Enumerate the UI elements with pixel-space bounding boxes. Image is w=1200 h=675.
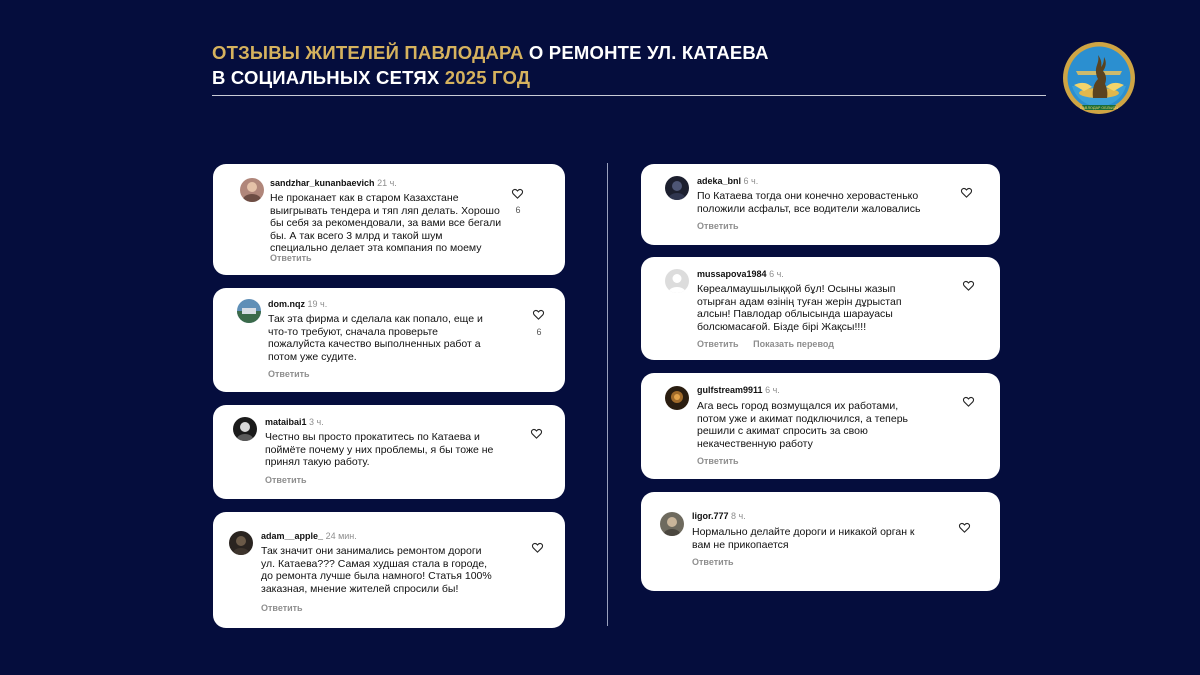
comment-text (692, 526, 915, 551)
comment-text-line: ул. Катаева??? Самая худшая стала в городе, (261, 557, 488, 570)
comment-text-line: Честно вы просто прокатитесь по Катаева и (265, 431, 480, 443)
comment-text-line: алсын! Павлодар облысында шарауасы (697, 308, 893, 321)
heart-icon[interactable] (962, 395, 975, 408)
comment-text (268, 313, 483, 363)
comment-text-line: что-то требуют, сначала проверьте (268, 325, 439, 338)
heart-icon[interactable] (531, 541, 544, 554)
reply-button[interactable]: Ответить (697, 221, 739, 231)
avatar[interactable] (240, 178, 264, 202)
comment-meta (268, 298, 327, 310)
show-translation-button[interactable]: Показать перевод (753, 339, 834, 349)
comment-text-line: отырған адам өзінің туған жерін дұрыстап (697, 295, 902, 308)
comment-text-line: потом уже и акимат подключился, а теперь (697, 412, 909, 425)
title-gold-part-2: 2025 ГОД (444, 67, 531, 88)
comment-time: 21 ч. (377, 178, 397, 188)
reply-button[interactable]: Ответить (692, 557, 734, 567)
comment-card (641, 373, 1000, 479)
heart-icon[interactable] (511, 187, 524, 200)
title-underline-divider (212, 95, 1046, 96)
comment-text (270, 192, 501, 255)
reply-button[interactable]: Ответить (268, 369, 310, 379)
comment-time: 6 ч. (769, 269, 784, 279)
slide-title (212, 40, 769, 90)
avatar[interactable] (665, 176, 689, 200)
comment-time: 3 ч. (309, 417, 324, 427)
comment-meta (692, 510, 746, 522)
pavlodar-region-emblem-logo (1062, 41, 1136, 115)
comment-text-line: вам не прикопается (692, 538, 789, 551)
comment-meta (697, 175, 758, 187)
comment-meta (270, 177, 397, 189)
comment-text (261, 545, 492, 595)
comment-time: 6 ч. (743, 176, 759, 186)
heart-icon[interactable] (960, 186, 973, 199)
comment-text (697, 400, 908, 450)
title-white-part-2: В СОЦИАЛЬНЫХ СЕТЯХ (212, 67, 440, 88)
comment-meta (697, 384, 780, 396)
heart-icon[interactable] (530, 427, 543, 440)
comment-card (213, 164, 565, 275)
avatar[interactable] (229, 531, 253, 555)
comment-card (641, 257, 1000, 360)
comment-meta (265, 416, 324, 428)
title-white-part-1: О РЕМОНТЕ УЛ. КАТАЕВА (528, 42, 769, 63)
comment-text-line: решили с акимат спросить за свою (697, 425, 868, 438)
comment-username[interactable]: mussapova1984 (697, 269, 767, 279)
comment-meta (697, 268, 784, 280)
comment-text-line: Не проканает как в старом Казахстане (270, 192, 459, 204)
like-count: 6 (536, 327, 542, 337)
comment-text-line: По Катаева тогда они конечно херовастенько (697, 190, 919, 202)
slide-title-line-1 (212, 40, 769, 65)
title-gold-part-1: ОТЗЫВЫ ЖИТЕЛЕЙ ПАВЛОДАРА (212, 42, 524, 63)
like-count: 6 (515, 205, 521, 215)
comment-text-line: Нормально делайте дороги и никакой орган к (692, 526, 915, 538)
reply-button[interactable]: Ответить (265, 475, 307, 485)
comment-text-line: Ага весь город возмущался их работами, (697, 400, 899, 412)
reply-button[interactable]: Ответить (697, 456, 739, 466)
comment-card (641, 492, 1000, 591)
comment-text (697, 283, 902, 333)
reply-button[interactable]: Ответить (261, 603, 303, 613)
comment-username[interactable]: adeka_bnl (697, 176, 742, 186)
comment-text-line: выигрывать тендера и тяп ляп делать. Хорошо (270, 204, 500, 217)
avatar[interactable] (233, 417, 257, 441)
comment-text-line: потом уже судите. (268, 350, 357, 363)
comment-time: 6 ч. (765, 385, 780, 395)
comment-text (265, 431, 493, 469)
comment-meta (261, 530, 357, 542)
comment-card (213, 288, 565, 392)
avatar[interactable] (665, 386, 689, 410)
comment-card (641, 164, 1000, 245)
comment-username[interactable]: dom.nqz (268, 299, 305, 309)
comment-time: 8 ч. (731, 511, 746, 521)
avatar[interactable] (665, 269, 689, 293)
comment-text-line: до ремонта лучше была намного! Статья 100% (261, 570, 492, 583)
comment-username[interactable]: adam__apple_ (261, 531, 324, 541)
comment-time: 19 ч. (307, 299, 328, 309)
comment-username[interactable]: gulfstream9911 (697, 385, 763, 395)
comment-text-line: заказная, мнение жителей спросили бы! (261, 582, 459, 595)
comment-time: 24 мин. (325, 531, 357, 541)
heart-icon[interactable] (532, 308, 545, 321)
comment-text-line: положили асфальт, все водители жаловались (697, 202, 921, 215)
comment-text-line: Так значит они занимались ремонтом дороги (261, 545, 482, 557)
slide-title-line-2 (212, 65, 769, 90)
reply-button[interactable]: Ответить (697, 339, 739, 349)
comment-text (697, 190, 920, 215)
comment-text-line: поймёте почему у них проблемы, я бы тоже не (265, 443, 494, 456)
comment-text-line: принял такую работу. (265, 456, 370, 469)
comment-card (213, 512, 565, 628)
comment-username[interactable]: sandzhar_kunanbaevich (270, 178, 375, 188)
comment-card (213, 405, 565, 499)
comment-text-line: бы. А так всего 3 млрд и такой шум (270, 229, 443, 242)
comment-text-line: специально делает эта компания по моему (270, 242, 482, 255)
reply-button[interactable]: Ответить (270, 253, 312, 263)
avatar[interactable] (660, 512, 684, 536)
avatar[interactable] (237, 299, 261, 323)
comment-text-line: некачественную работу (697, 437, 813, 450)
heart-icon[interactable] (962, 279, 975, 292)
comment-text-line: болсюмасағой. Бізде бірі Жақсы!!!! (697, 320, 867, 333)
comment-actions (697, 338, 834, 350)
comment-text-line: Көреалмаушылыққой бұл! Осыны жазып (697, 283, 896, 295)
comment-username[interactable]: ligor.777 (692, 511, 729, 521)
svg-text:ПАВЛОДАР ОБЛЫСЫ: ПАВЛОДАР ОБЛЫСЫ (1079, 106, 1119, 110)
comment-text-line: бы себя за рекомендовали, за вами все бегали (270, 217, 502, 230)
column-divider (607, 163, 608, 626)
comment-text-line: пожалуйста качество выполненных работ а (268, 338, 481, 351)
heart-icon[interactable] (958, 521, 971, 534)
comment-text-line: Так эта фирма и сделала как попало, еще и (268, 313, 483, 325)
comment-username[interactable]: mataibai1 (265, 417, 307, 427)
